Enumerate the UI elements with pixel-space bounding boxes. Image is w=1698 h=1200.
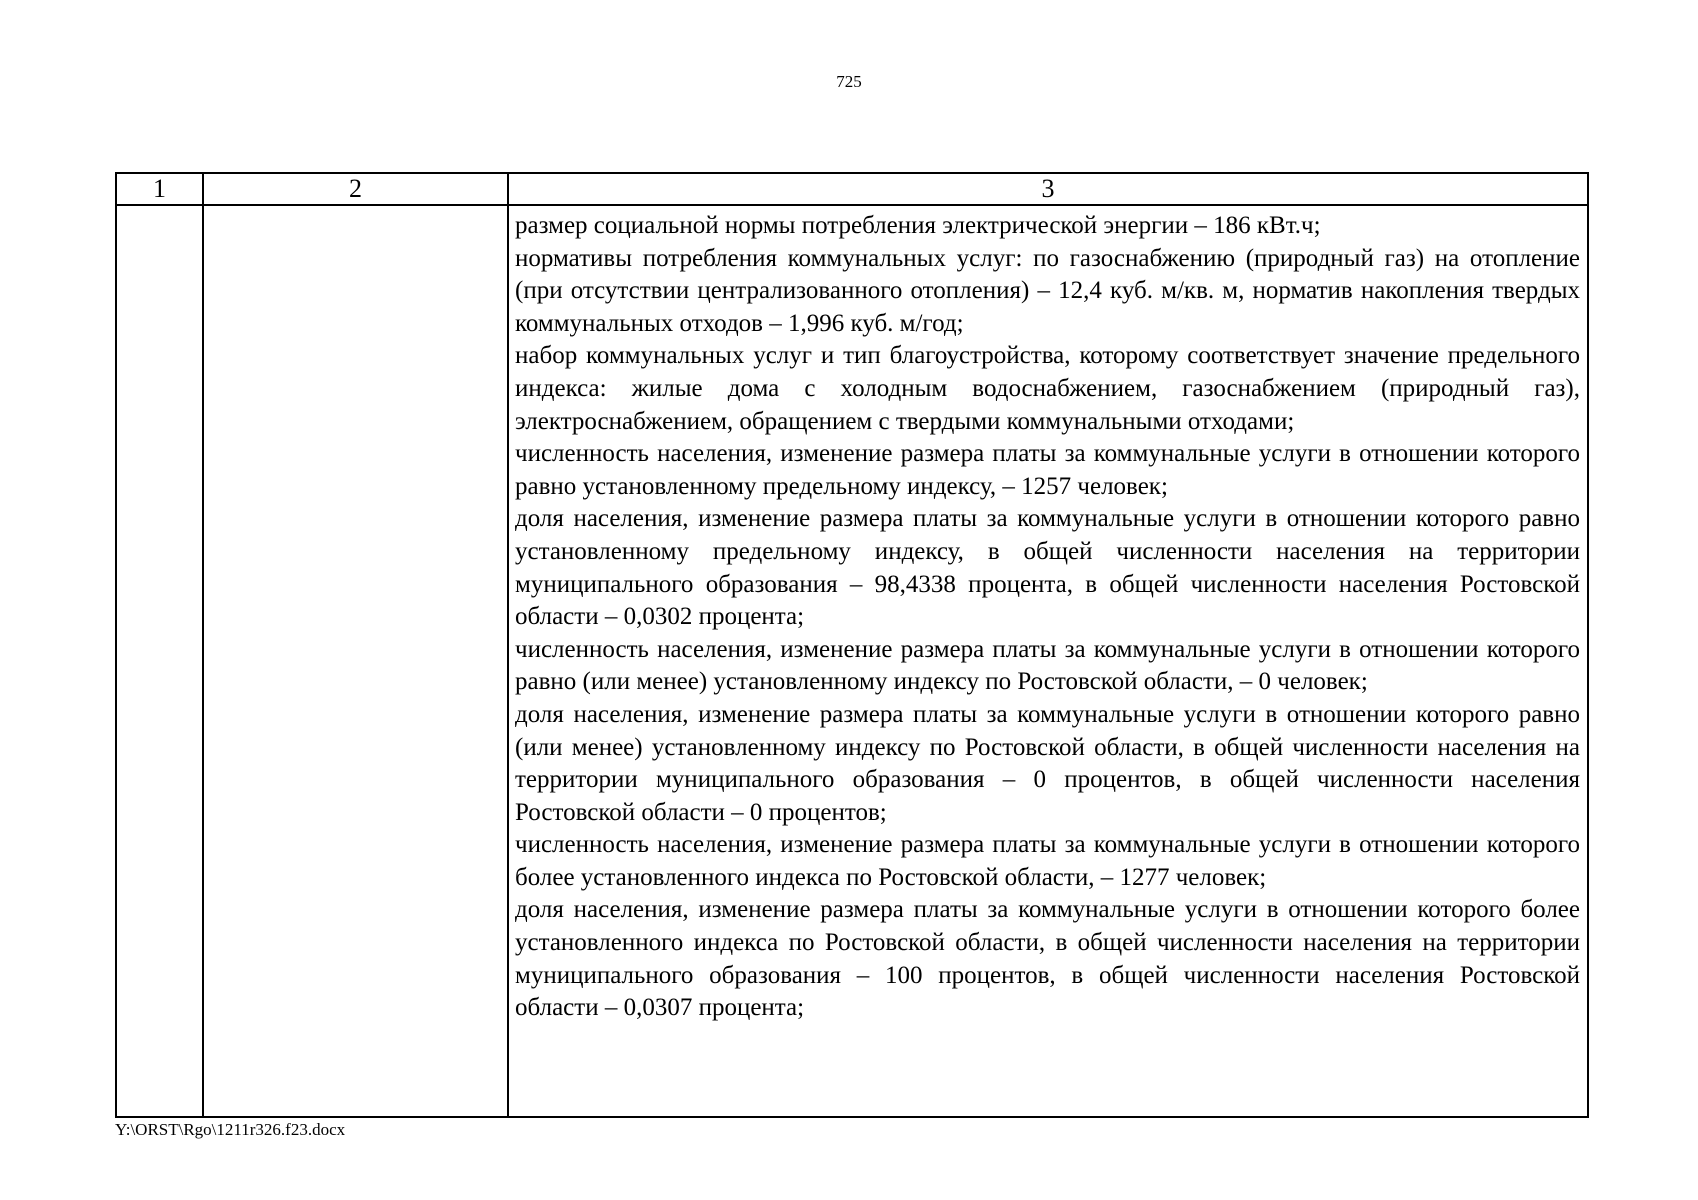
paragraph-share-equal-or-less-regional: доля населения, изменение размера платы за коммунальные услуги в отношении которого равно (или менее) установленному индексу по Ростовской области, в общей численности населения на территории муниципального образования – 0 процентов, в общей численности населения Ростовской области – 0 процентов;: [515, 700, 1580, 826]
table-row: [116, 205, 1588, 1117]
paragraph-social-norm: размер социальной нормы потребления электрической энергии – 186 кВт.ч;: [515, 212, 1321, 239]
document-table: [115, 172, 1589, 1118]
column-header-1: 1: [116, 173, 203, 205]
paragraph-consumption-norms: нормативы потребления коммунальных услуг: по газоснабжению (природный газ) на отопление (при отсутствии централизованного отопления) – 12,4 куб. м/кв. м, норматив накопления твердых коммунальных отходов – 1,996 куб. м/год;: [515, 244, 1580, 337]
paragraph-population-equal-or-less-regional: численность населения, изменение размера платы за коммунальные услуги в отношении которого равно (или менее) установленному индексу по Ростовской области, – 0 человек;: [515, 635, 1580, 696]
page-number: 725: [836, 72, 862, 91]
footer-file-path: Y:\ORST\Rgo\1211r326.f23.docx: [115, 1120, 346, 1139]
cell-col-1: [116, 205, 203, 1117]
column-header-2: 2: [203, 173, 508, 205]
table-header-row: [116, 173, 1588, 205]
paragraph-population-above-regional: численность населения, изменение размера платы за коммунальные услуги в отношении которого более установленного индекса по Ростовской области, – 1277 человек;: [515, 831, 1580, 891]
paragraph-share-above-regional: доля населения, изменение размера платы за коммунальные услуги в отношении которого более установленного индекса по Ростовской области, в общей численности населения на территории муниципального образования – 100 процентов, в общей численности населения Ростовской области – 0,0307 процента;: [515, 896, 1580, 1022]
cell-col-2: [203, 205, 508, 1117]
column-header-3: 3: [508, 173, 1588, 205]
paragraph-services-set: набор коммунальных услуг и тип благоустройства, которому соответствует значение предельного индекса: жилые дома с холодным водоснабжением, газоснабжением (природный газ), электроснабжением, обращением с твердыми коммунальными отходами;: [515, 342, 1580, 435]
paragraph-population-equal-index: численность населения, изменение размера платы за коммунальные услуги в отношении которого равно установленному предельному индексу, – 1257 человек;: [515, 440, 1580, 500]
paragraph-share-equal-index: доля населения, изменение размера платы за коммунальные услуги в отношении которого равно установленному предельному индексу, в общей численности населения на территории муниципального образования – 98,4338 процента, в общей численности населения Ростовской области – 0,0302 процента;: [515, 505, 1580, 631]
cell-col-3: [508, 205, 1588, 1117]
